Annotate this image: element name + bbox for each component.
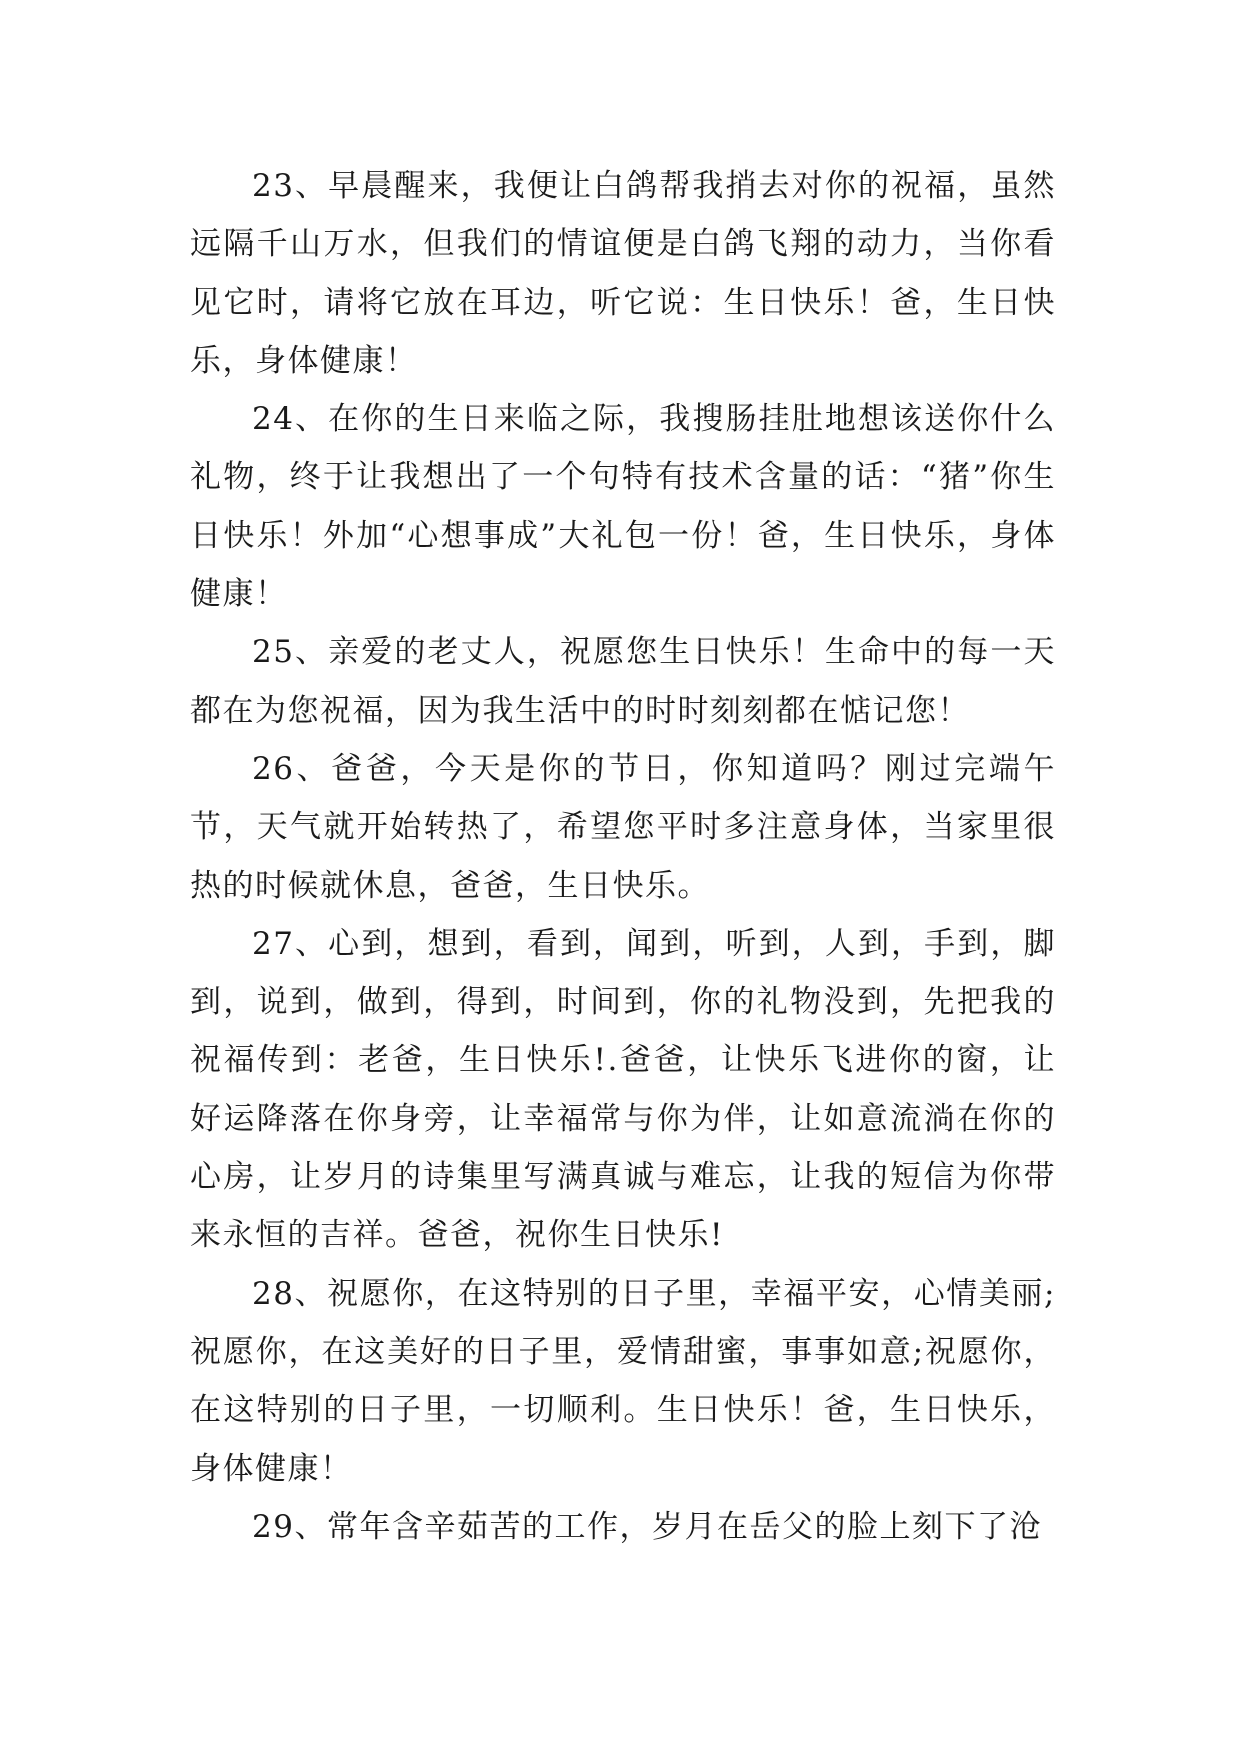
paragraph-27: 27、心到，想到，看到，闻到，听到，人到，手到，脚到，说到，做到，得到，时间到，你的礼物没到，先把我的祝福传到：老爸，生日快乐!.爸爸，让快乐飞进你的窗，让好运降落在你身旁，让幸福常与你为伴，让如意流淌在你的心房，让岁月的诗集里写满真诚与难忘，让我的短信为你带来永恒的吉祥。爸爸，祝你生日快乐! <box>190 925 1056 1254</box>
paragraph-29: 29、常年含辛茹苦的工作，岁月在岳父的脸上刻下了沧 <box>252 1508 1042 1545</box>
paragraph-23: 23、早晨醒来，我便让白鸽帮我捎去对你的祝福，虽然远隔千山万水，但我们的情谊便是白鸽飞翔的动力，当你看见它时，请将它放在耳边，听它说：生日快乐！爸，生日快乐，身体健康！ <box>190 168 1056 379</box>
paragraph-26: 26、爸爸，今天是你的节日，你知道吗？刚过完端午节，天气就开始转热了，希望您平时多注意身体，当家里很热的时候就休息，爸爸，生日快乐。 <box>190 750 1056 904</box>
paragraph-24: 24、在你的生日来临之际，我搜肠挂肚地想该送你什么礼物，终于让我想出了一个句特有技术含量的话：“猪”你生日快乐！外加“心想事成”大礼包一份！爸，生日快乐，身体健康！ <box>190 401 1056 613</box>
paragraph-28: 28、祝愿你，在这特别的日子里，幸福平安，心情美丽;祝愿你，在这美好的日子里，爱情甜蜜，事事如意;祝愿你，在这特别的日子里，一切顺利。生日快乐！爸，生日快乐，身体健康！ <box>190 1275 1056 1487</box>
paragraph-25: 25、亲爱的老丈人，祝愿您生日快乐！生命中的每一天都在为您祝福，因为我生活中的时时刻刻都在惦记您！ <box>190 634 1056 729</box>
document-body <box>190 157 1056 1556</box>
